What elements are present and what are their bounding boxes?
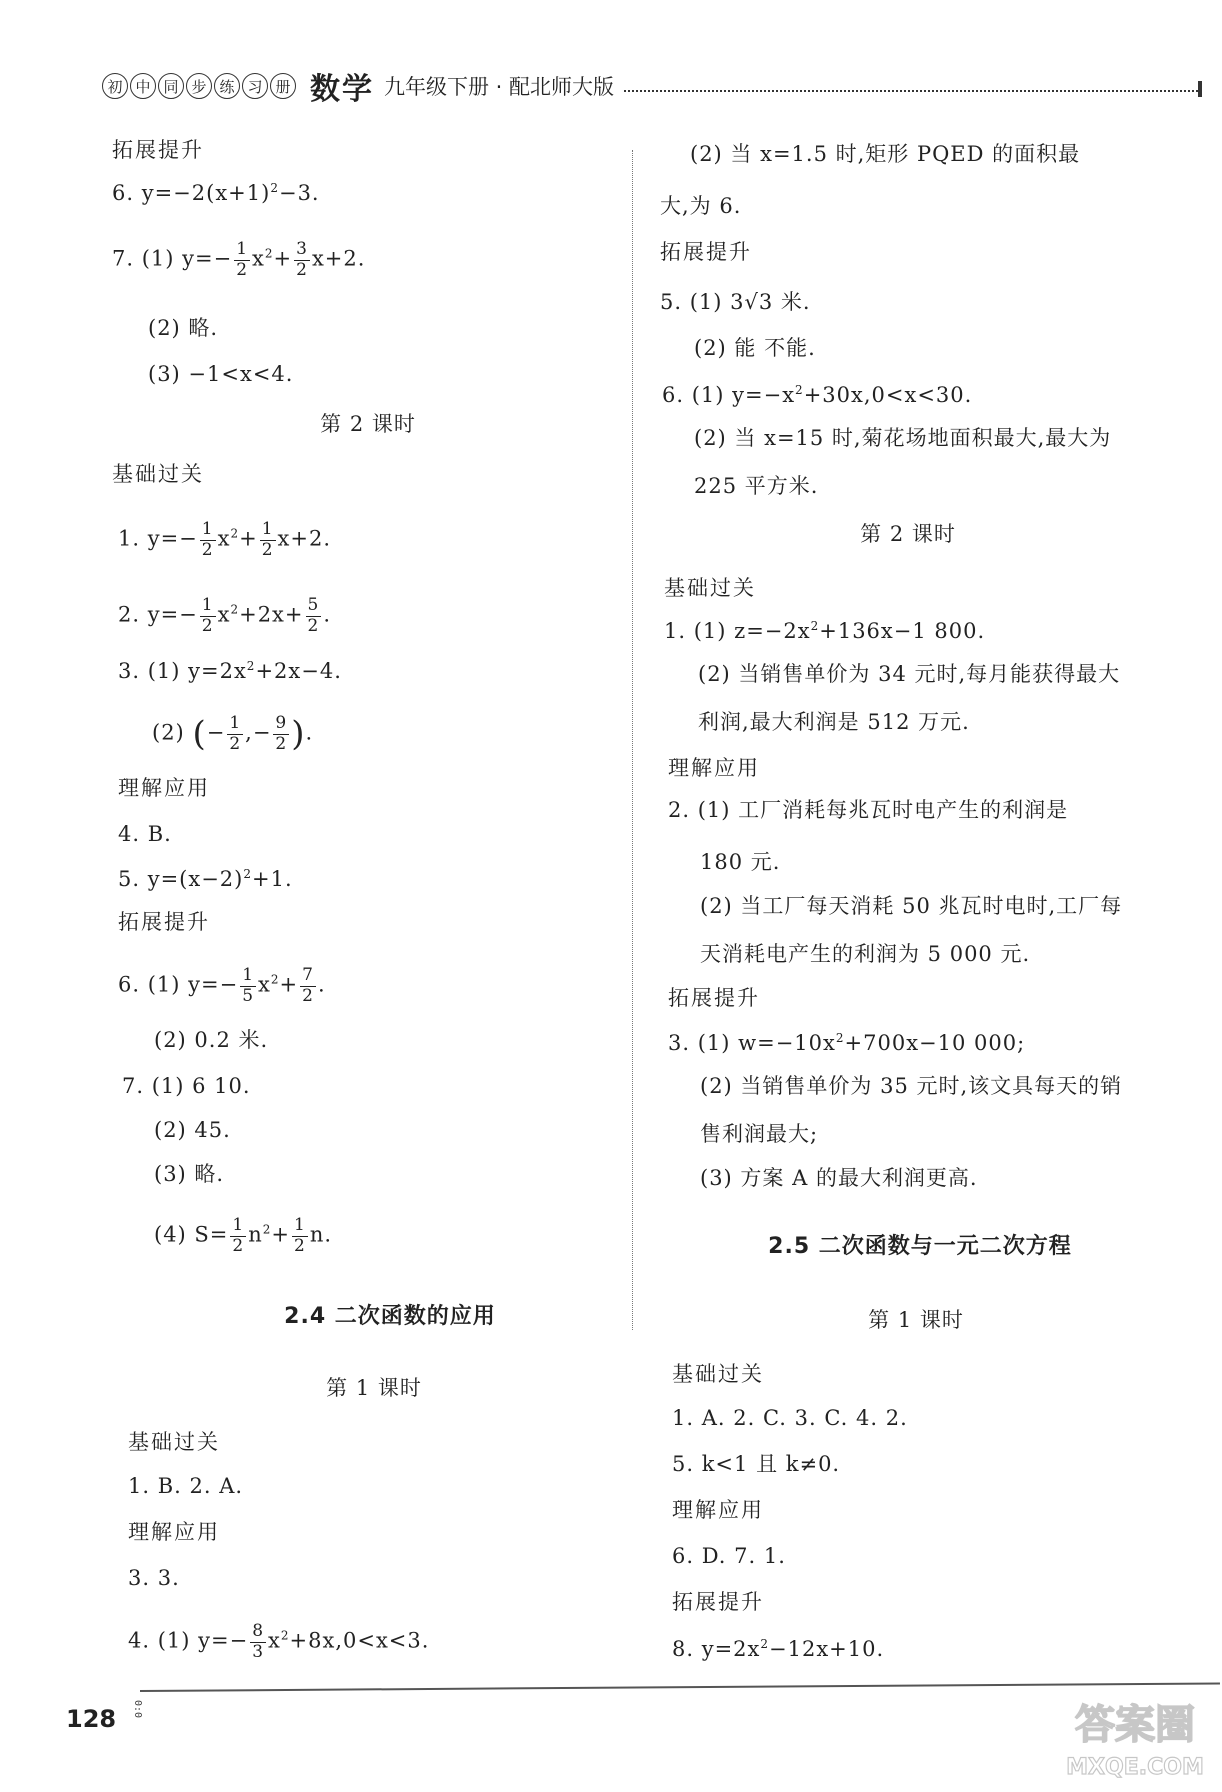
fraction (200, 596, 216, 636)
fraction (306, 596, 322, 636)
section-label: 拓展提升 (672, 1590, 764, 1614)
fraction (273, 714, 289, 754)
answer-line (662, 384, 972, 406)
numerator: 1 (242, 965, 255, 985)
answer-line (152, 714, 313, 754)
answer-text: +8x,0<x<3. (289, 1628, 430, 1653)
paren-right: ) (291, 714, 306, 755)
denominator: 2 (275, 733, 288, 754)
answer-text: 3. (1) w=−10x (668, 1031, 836, 1055)
answer-text: +2x+ (239, 602, 304, 627)
denominator: 2 (232, 1235, 245, 1256)
subject-title: 数学 (310, 72, 374, 107)
numerator: 1 (201, 595, 214, 615)
answer-text: 1. (1) z=−2x (664, 619, 811, 643)
numerator: 1 (232, 1215, 245, 1235)
exponent: 2 (243, 867, 252, 881)
answer-text: + (271, 1222, 291, 1247)
page-header (102, 66, 1202, 106)
answer-line (664, 620, 985, 642)
denominator: 2 (236, 259, 249, 280)
numerator: 1 (261, 519, 274, 539)
answer-text: 1. y=− (118, 526, 198, 551)
section-label: 基础过关 (112, 462, 204, 486)
answer-text: +30x,0<x<30. (803, 383, 973, 407)
answer-line: 天消耗电产生的利润为 5 000 元. (700, 942, 1031, 966)
exponent: 2 (230, 526, 240, 541)
paren-left: ( (192, 714, 207, 755)
answer-text: + (239, 526, 258, 551)
section-label: 理解应用 (118, 776, 210, 800)
answer-text: +136x−1 800. (819, 619, 986, 643)
numerator: 3 (296, 239, 308, 259)
exponent: 2 (835, 1031, 845, 1045)
answer-line: (2) 当 x=15 时,菊花场地面积最大,最大为 (694, 426, 1112, 450)
exponent: 2 (230, 602, 240, 617)
denominator: 2 (302, 985, 314, 1006)
series-char: 习 (242, 73, 268, 99)
exponent: 2 (246, 659, 256, 673)
denominator: 5 (242, 985, 255, 1006)
series-char: 步 (186, 73, 212, 99)
numerator: 8 (252, 1621, 265, 1641)
numerator: 5 (307, 595, 320, 615)
fraction (294, 240, 310, 280)
numerator: 1 (236, 239, 249, 259)
section-label: 拓展提升 (668, 986, 760, 1010)
answer-line: 6. D. 7. 1. (672, 1544, 786, 1568)
answer-line: 4. B. (118, 822, 172, 846)
answer-line (118, 660, 342, 682)
exponent: 2 (264, 246, 274, 261)
denominator: 3 (252, 1641, 265, 1662)
section-label: 理解应用 (128, 1520, 220, 1544)
fraction (292, 1216, 308, 1256)
answer-text: . (323, 602, 332, 627)
answer-line: (2) 略. (148, 316, 219, 340)
series-char: 中 (130, 73, 156, 99)
answer-text: . (305, 720, 314, 745)
denominator: 2 (294, 1235, 306, 1256)
answer-line (668, 1032, 1025, 1054)
answer-text: + (273, 246, 293, 271)
exponent: 2 (262, 1222, 272, 1237)
numerator: 9 (275, 713, 288, 733)
answer-line: (2) 当 x=1.5 时,矩形 PQED 的面积最 (690, 142, 1081, 166)
denominator: 2 (261, 539, 274, 560)
fraction (200, 520, 216, 560)
answer-text: + (279, 972, 299, 997)
fraction (230, 1216, 246, 1256)
answer-text: n (248, 1222, 263, 1247)
series-char: 练 (214, 73, 240, 99)
denominator: 2 (201, 615, 214, 636)
numerator: 1 (229, 713, 242, 733)
answer-line: 大,为 6. (660, 194, 742, 218)
answer-line: 7. (1) 6 10. (122, 1074, 251, 1098)
section-label: 理解应用 (668, 756, 760, 780)
answer-line (112, 182, 320, 204)
answer-line: (3) 略. (154, 1162, 225, 1186)
page-number: 128 (66, 1705, 117, 1733)
watermark-text-cn: 答案圈 (1075, 1702, 1195, 1748)
footer-tick: 0:0 (132, 1700, 143, 1719)
numerator: 7 (302, 965, 314, 985)
answer-text: 6. (1) y=− (118, 972, 239, 997)
numerator: 1 (201, 519, 214, 539)
answer-line (672, 1638, 884, 1660)
answer-line: 利润,最大利润是 512 万元. (698, 710, 970, 734)
lesson-title: 第 2 课时 (860, 522, 956, 546)
answer-line (118, 868, 293, 890)
section-label: 理解应用 (672, 1498, 764, 1522)
answer-line: (3) −1<x<4. (148, 362, 294, 386)
header-dotted-rule (624, 90, 1198, 92)
answer-text: +700x−10 000; (844, 1031, 1026, 1055)
section-label: 基础过关 (664, 576, 756, 600)
answer-text: − (206, 720, 226, 745)
lesson-title: 第 1 课时 (868, 1308, 964, 1332)
answer-line (118, 596, 331, 636)
exponent: 2 (270, 972, 280, 987)
fraction (240, 966, 256, 1006)
fraction (234, 240, 250, 280)
series-char: 初 (102, 73, 128, 99)
answer-text: +2x−4. (255, 659, 342, 683)
answer-text: 6. y=−2(x+1) (112, 181, 271, 205)
edition-label: 九年级下册 · 配北师大版 (384, 75, 615, 99)
series-char: 册 (270, 73, 296, 99)
answer-text: x (252, 246, 265, 271)
answer-text: −3. (278, 181, 320, 205)
answer-line: (2) 0.2 米. (154, 1028, 269, 1052)
exponent: 2 (270, 181, 279, 195)
answer-text: 2. y=− (118, 602, 198, 627)
answer-line: 1. A. 2. C. 3. C. 4. 2. (672, 1406, 908, 1430)
denominator: 2 (307, 615, 320, 636)
answer-text: (2) (152, 720, 185, 745)
answer-text: x+2. (311, 246, 366, 271)
answer-line: (2) 当销售单价为 35 元时,该文具每天的销 (700, 1074, 1123, 1098)
fraction (250, 1622, 266, 1662)
section-label: 拓展提升 (660, 240, 752, 264)
answer-line (154, 1216, 332, 1256)
exponent: 2 (795, 383, 804, 397)
fraction (300, 966, 316, 1006)
answer-line: (3) 方案 A 的最大利润更高. (700, 1166, 978, 1190)
section-label: 基础过关 (128, 1430, 220, 1454)
answer-text: n. (309, 1222, 333, 1247)
lesson-title: 第 2 课时 (320, 412, 416, 436)
answer-text: 7. (1) y=− (112, 246, 233, 271)
column-divider (632, 150, 633, 1330)
fraction (227, 714, 243, 754)
answer-line: (2) 当工厂每天消耗 50 兆瓦时电时,工厂每 (700, 894, 1123, 918)
answer-text: ,− (245, 720, 272, 745)
answer-line (118, 966, 326, 1006)
answer-text: . (317, 972, 326, 997)
watermark-text-url: MXQE.COM (1066, 1755, 1204, 1780)
answer-line: 5. (1) 3√3 米. (660, 290, 811, 314)
answer-text: 5. y=(x−2) (118, 867, 244, 891)
section-label: 拓展提升 (118, 910, 210, 934)
answer-line: 售利润最大; (700, 1122, 819, 1146)
series-char: 同 (158, 73, 184, 99)
answer-text: 3. (1) y=2x (118, 659, 247, 683)
answer-line (112, 240, 365, 280)
answer-text: x (258, 972, 271, 997)
answer-text: +1. (252, 867, 293, 891)
answer-text: x (268, 1628, 281, 1653)
answer-text: (4) S= (154, 1222, 229, 1247)
denominator: 2 (296, 259, 308, 280)
section-heading: 2.4 二次函数的应用 (284, 1304, 496, 1329)
answer-line: 3. 3. (128, 1566, 180, 1590)
answer-line: (2) 45. (154, 1118, 231, 1142)
answer-line: 5. k<1 且 k≠0. (672, 1452, 841, 1476)
denominator: 2 (201, 539, 214, 560)
exponent: 2 (760, 1637, 770, 1651)
answer-text: 4. (1) y=− (128, 1628, 249, 1653)
answer-line: 180 元. (700, 850, 781, 874)
answer-line: 1. B. 2. A. (128, 1474, 244, 1498)
denominator: 2 (229, 733, 242, 754)
numerator: 1 (294, 1215, 306, 1235)
answer-line (118, 520, 331, 560)
answer-line: 2. (1) 工厂消耗每兆瓦时电产生的利润是 (668, 798, 1069, 822)
watermark-logo (1060, 1686, 1210, 1786)
answer-text: x (217, 602, 231, 627)
answer-text: 6. (1) y=−x (662, 383, 796, 407)
answer-text: −12x+10. (769, 1637, 885, 1661)
lesson-title: 第 1 课时 (326, 1376, 422, 1400)
answer-line: (2) 当销售单价为 34 元时,每月能获得最大 (698, 662, 1121, 686)
header-rule-end (1198, 81, 1202, 97)
answer-line: 225 平方米. (694, 474, 819, 498)
answer-text: x (217, 526, 231, 551)
section-label: 基础过关 (672, 1362, 764, 1386)
fraction (260, 520, 276, 560)
section-heading: 2.5 二次函数与一元二次方程 (768, 1234, 1072, 1259)
exponent: 2 (810, 619, 820, 633)
answer-text: x+2. (277, 526, 332, 551)
answer-line (128, 1622, 429, 1662)
footer-rule (140, 1682, 1220, 1692)
exponent: 2 (280, 1628, 290, 1643)
answer-text: 8. y=2x (672, 1637, 761, 1661)
section-label: 拓展提升 (112, 138, 204, 162)
answer-line: (2) 能 不能. (694, 336, 816, 360)
